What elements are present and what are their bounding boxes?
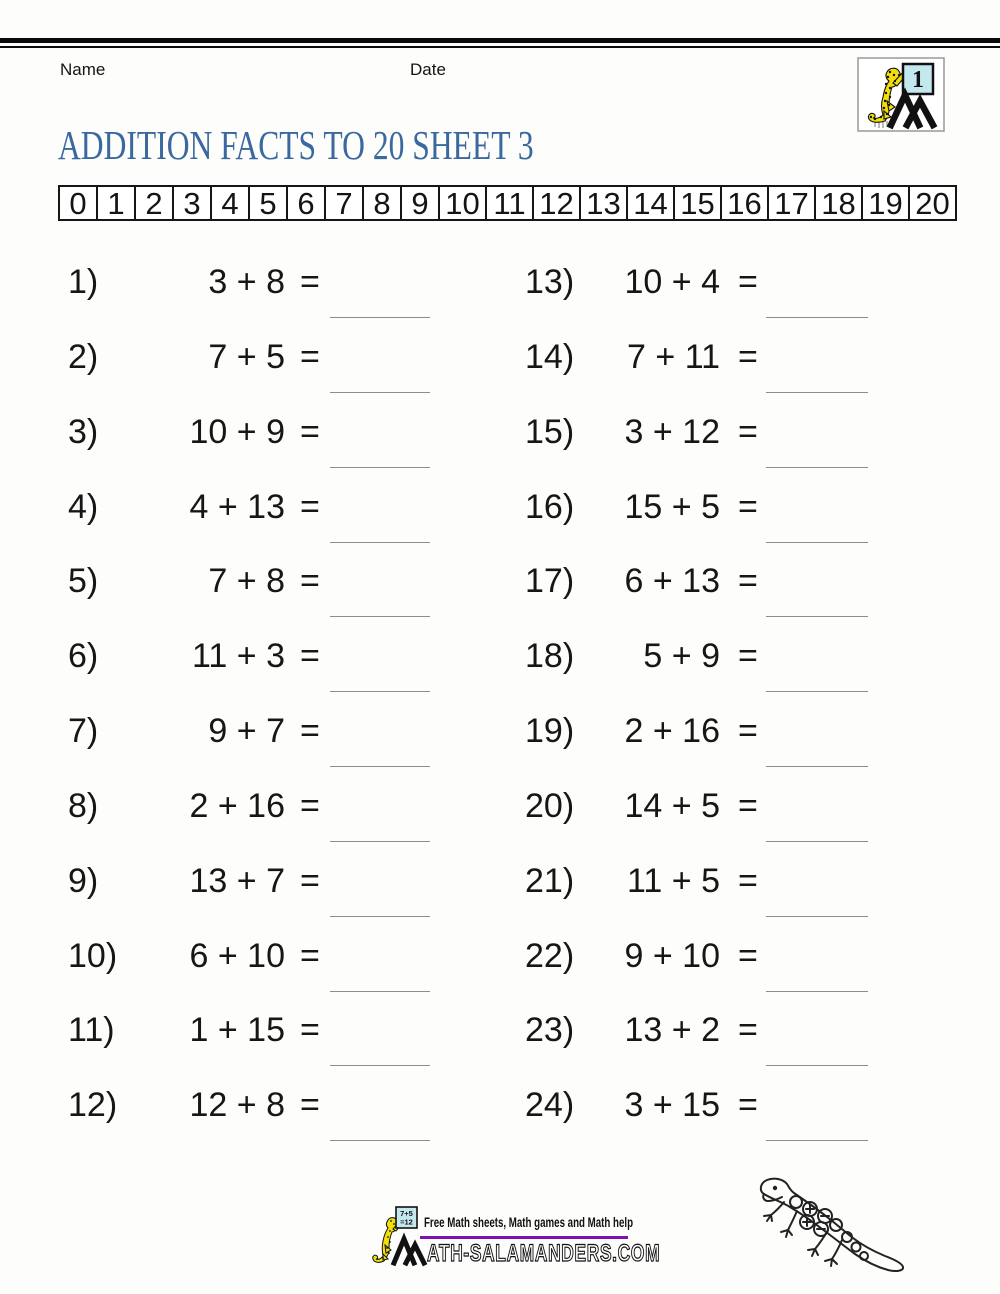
problem-row bbox=[520, 704, 900, 779]
equals-sign: = bbox=[300, 337, 320, 376]
number-line-cell: 18 bbox=[816, 187, 863, 219]
number-line-cell: 0 bbox=[60, 187, 98, 219]
problem-number: 14) bbox=[525, 337, 575, 376]
equals-sign: = bbox=[738, 1086, 758, 1125]
equals-sign: = bbox=[738, 786, 758, 825]
problem-expression: 11 + 3 bbox=[192, 637, 285, 676]
equals-sign: = bbox=[738, 412, 758, 451]
problem-expression: 13 + 7 bbox=[189, 861, 285, 900]
number-line-cell: 6 bbox=[288, 187, 326, 219]
problem-number: 4) bbox=[68, 487, 99, 526]
problem-expression: 2 + 16 bbox=[624, 712, 720, 751]
problem-number: 5) bbox=[68, 562, 99, 601]
problem-number: 19) bbox=[525, 712, 575, 751]
footer-site-text: ATH-SALAMANDERS.COM bbox=[427, 1240, 661, 1267]
equals-sign: = bbox=[738, 712, 758, 751]
equals-sign: = bbox=[300, 263, 320, 301]
problem-number: 17) bbox=[525, 562, 575, 601]
problem-expression: 9 + 10 bbox=[624, 936, 720, 975]
footer-m-icon bbox=[394, 1239, 424, 1263]
problem-expression: 6 + 13 bbox=[624, 562, 720, 601]
problem-expression: 9 + 7 bbox=[208, 712, 285, 751]
header-divider-thick bbox=[0, 38, 1000, 43]
problem-number: 6) bbox=[68, 637, 99, 676]
problem-expression: 7 + 8 bbox=[208, 562, 285, 601]
answer-line[interactable] bbox=[766, 916, 868, 917]
equals-sign: = bbox=[738, 861, 758, 900]
problem-row bbox=[60, 330, 440, 405]
gecko-eye bbox=[773, 1186, 777, 1190]
answer-line[interactable] bbox=[330, 392, 430, 393]
problem-row bbox=[520, 1003, 900, 1078]
number-line-cell: 16 bbox=[722, 187, 769, 219]
answer-line[interactable] bbox=[766, 841, 868, 842]
logo-badge-number: 1 bbox=[912, 67, 924, 93]
equals-sign: = bbox=[300, 936, 320, 975]
problem-expression: 4 + 13 bbox=[189, 487, 285, 526]
number-line-cell: 17 bbox=[769, 187, 816, 219]
answer-line[interactable] bbox=[330, 766, 430, 767]
number-line-cell: 2 bbox=[136, 187, 174, 219]
problem-number: 21) bbox=[525, 861, 575, 900]
problem-row bbox=[60, 405, 440, 480]
problems-column-right bbox=[520, 255, 900, 1153]
problem-row bbox=[60, 1078, 440, 1153]
equals-sign: = bbox=[300, 1011, 320, 1050]
problem-number: 8) bbox=[68, 786, 99, 825]
answer-line[interactable] bbox=[330, 1140, 430, 1141]
number-line-cell: 5 bbox=[250, 187, 288, 219]
number-line-cell: 19 bbox=[863, 187, 910, 219]
equals-sign: = bbox=[300, 412, 320, 451]
problem-row bbox=[60, 255, 440, 330]
problem-row bbox=[520, 1078, 900, 1153]
problem-number: 24) bbox=[525, 1086, 575, 1125]
problem-expression: 3 + 12 bbox=[624, 412, 720, 451]
problem-number: 9) bbox=[68, 861, 99, 900]
problem-expression: 12 + 8 bbox=[189, 1086, 285, 1125]
answer-line[interactable] bbox=[330, 542, 430, 543]
answer-line[interactable] bbox=[330, 916, 430, 917]
number-line-cell: 20 bbox=[915, 186, 950, 221]
problem-row bbox=[520, 255, 900, 330]
equals-sign: = bbox=[738, 337, 758, 376]
number-line-cell: 3 bbox=[174, 187, 212, 219]
equals-sign: = bbox=[300, 562, 320, 601]
problem-expression: 5 + 9 bbox=[643, 637, 720, 676]
equals-sign: = bbox=[300, 637, 320, 676]
answer-line[interactable] bbox=[766, 467, 868, 468]
number-line-cell: 8 bbox=[364, 187, 402, 219]
equals-sign: = bbox=[300, 1086, 320, 1125]
number-line-cell: 7 bbox=[326, 187, 364, 219]
answer-line[interactable] bbox=[766, 542, 868, 543]
answer-line[interactable] bbox=[330, 467, 430, 468]
problem-expression: 10 + 9 bbox=[189, 412, 285, 451]
number-line-cell: 13 bbox=[581, 187, 628, 219]
math-salamanders-logo bbox=[857, 57, 945, 132]
problem-number: 22) bbox=[525, 936, 575, 975]
problem-row bbox=[520, 480, 900, 555]
answer-line[interactable] bbox=[766, 392, 868, 393]
problem-row bbox=[60, 929, 440, 1004]
equals-sign: = bbox=[300, 487, 320, 526]
equals-sign: = bbox=[738, 936, 758, 975]
answer-line[interactable] bbox=[330, 616, 430, 617]
answer-line[interactable] bbox=[330, 841, 430, 842]
problem-row bbox=[520, 330, 900, 405]
problem-number: 13) bbox=[525, 263, 575, 301]
problem-expression: 3 + 8 bbox=[208, 263, 285, 301]
problem-row bbox=[60, 480, 440, 555]
equals-sign: = bbox=[738, 562, 758, 601]
problem-row bbox=[520, 854, 900, 929]
problem-row bbox=[520, 629, 900, 704]
problem-number: 20) bbox=[525, 786, 575, 825]
equals-sign: = bbox=[300, 712, 320, 751]
problem-expression: 14 + 5 bbox=[624, 786, 720, 825]
problem-number: 23) bbox=[525, 1011, 575, 1050]
answer-line[interactable] bbox=[330, 991, 430, 992]
name-label: Name bbox=[60, 60, 106, 79]
equals-sign: = bbox=[300, 861, 320, 900]
date-label: Date bbox=[410, 60, 446, 79]
problem-row bbox=[520, 554, 900, 629]
problem-number: 16) bbox=[525, 487, 575, 526]
answer-line[interactable] bbox=[766, 1065, 868, 1066]
problem-expression: 7 + 5 bbox=[208, 337, 285, 376]
number-line-cell: 11 bbox=[487, 187, 534, 219]
answer-line[interactable] bbox=[766, 991, 868, 992]
answer-line[interactable] bbox=[330, 1065, 430, 1066]
number-line bbox=[58, 185, 957, 221]
answer-line[interactable] bbox=[330, 317, 430, 318]
problem-row bbox=[520, 779, 900, 854]
footer-board-line1: 7+5 bbox=[400, 1209, 413, 1218]
problem-number: 3) bbox=[68, 412, 99, 451]
footer-tagline: Free Math sheets, Math games and Math help bbox=[424, 1215, 634, 1230]
problem-expression: 7 + 11 bbox=[627, 337, 720, 376]
number-line-cell: 1 bbox=[98, 187, 136, 219]
number-line-cell: 9 bbox=[402, 187, 440, 219]
problem-row bbox=[60, 854, 440, 929]
problem-number: 12) bbox=[68, 1086, 118, 1125]
answer-line[interactable] bbox=[330, 691, 430, 692]
problem-number: 18) bbox=[525, 637, 575, 676]
answer-line[interactable] bbox=[766, 766, 868, 767]
problem-row bbox=[520, 929, 900, 1004]
equals-sign: = bbox=[300, 786, 320, 825]
equals-sign: = bbox=[738, 1011, 758, 1050]
problem-expression: 13 + 2 bbox=[624, 1011, 720, 1050]
problem-row bbox=[520, 405, 900, 480]
number-line-cell: 10 bbox=[440, 187, 487, 219]
answer-line[interactable] bbox=[766, 317, 868, 318]
problem-number: 1) bbox=[68, 263, 99, 301]
problem-expression: 1 + 15 bbox=[189, 1011, 285, 1050]
page-title: ADDITION FACTS TO 20 SHEET 3 bbox=[58, 122, 534, 168]
equals-sign: = bbox=[738, 487, 758, 526]
problems-column-left bbox=[60, 255, 440, 1153]
equals-sign: = bbox=[738, 637, 758, 676]
answer-line[interactable] bbox=[766, 1140, 868, 1141]
problem-number: 7) bbox=[68, 712, 99, 751]
problem-expression: 2 + 16 bbox=[189, 786, 285, 825]
problem-row bbox=[60, 704, 440, 779]
problem-number: 2) bbox=[68, 337, 99, 376]
answer-line[interactable] bbox=[766, 691, 868, 692]
problem-expression: 10 + 4 bbox=[624, 263, 720, 301]
problem-number: 15) bbox=[525, 412, 575, 451]
problem-row bbox=[60, 779, 440, 854]
problem-row bbox=[60, 1003, 440, 1078]
problem-expression: 3 + 15 bbox=[624, 1086, 720, 1125]
problem-expression: 6 + 10 bbox=[189, 936, 285, 975]
problem-number: 10) bbox=[68, 936, 118, 975]
problem-row bbox=[60, 629, 440, 704]
footer-board-line2: =12 bbox=[400, 1217, 413, 1227]
header-divider-thin bbox=[0, 46, 1000, 48]
footer-purple-rule bbox=[420, 1236, 628, 1239]
number-line-cell: 4 bbox=[212, 187, 250, 219]
problem-row bbox=[60, 554, 440, 629]
number-line-cell: 14 bbox=[628, 187, 675, 219]
problem-number: 11) bbox=[68, 1011, 115, 1050]
answer-line[interactable] bbox=[766, 616, 868, 617]
problem-expression: 11 + 5 bbox=[627, 861, 720, 900]
problem-expression: 15 + 5 bbox=[624, 487, 720, 526]
salamander-drawing bbox=[718, 1150, 1000, 1294]
number-line-cell: 12 bbox=[534, 187, 581, 219]
number-line-cell: 15 bbox=[675, 187, 722, 219]
equals-sign: = bbox=[738, 263, 758, 301]
